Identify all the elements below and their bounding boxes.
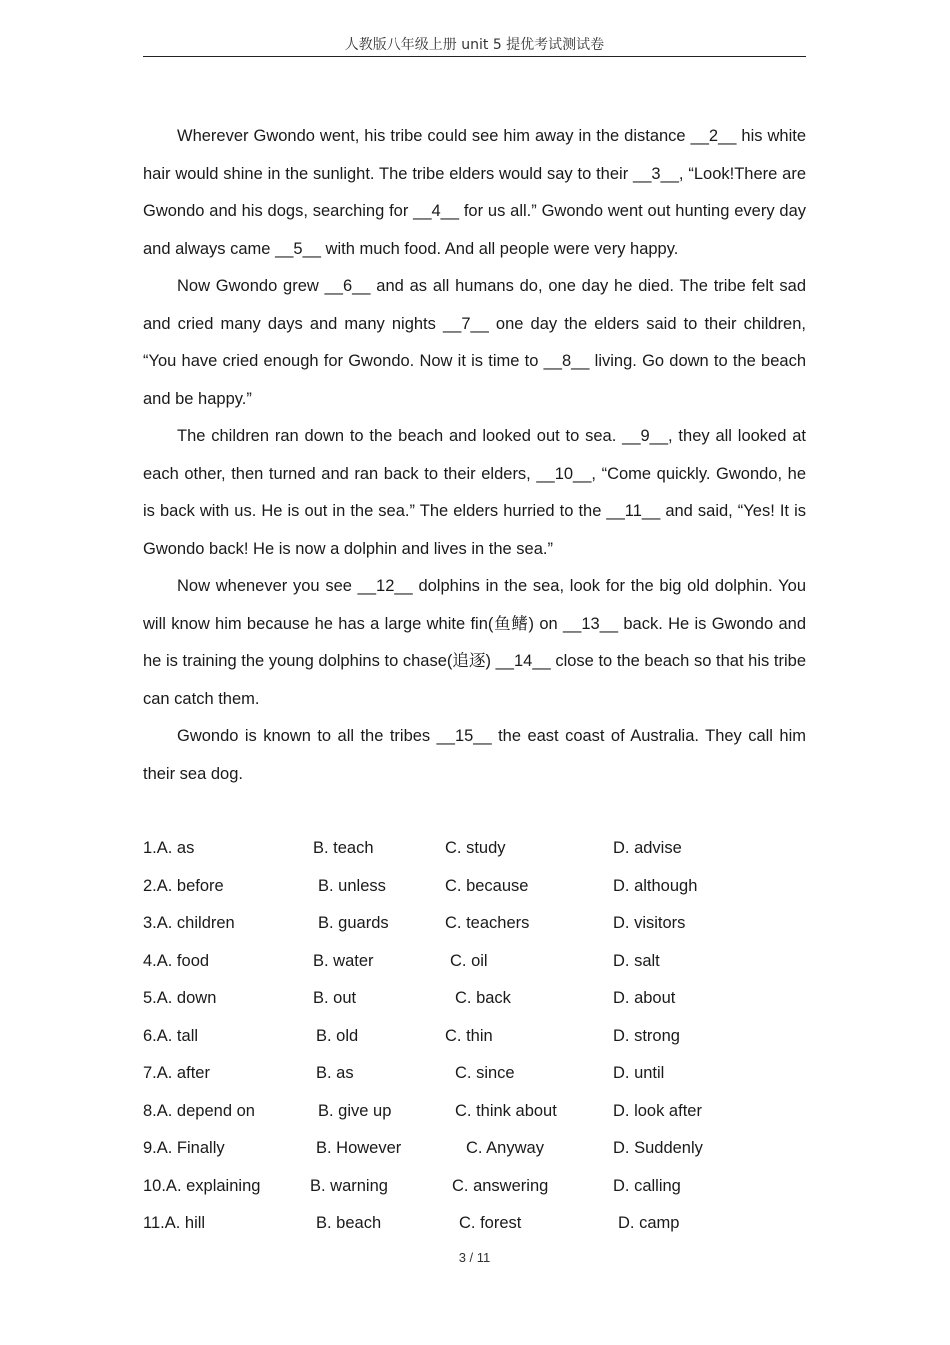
option-a: 6.A. tall	[143, 1026, 199, 1045]
option-c: C. since	[455, 1064, 515, 1082]
option-c: C. because	[445, 876, 529, 895]
passage-paragraph: Now Gwondo grew __6__ and as all humans do, one day he died. The tribe felt sad and cried many days and many nights __7__ one day the elders said to their children, “You have cried enough for Gwondo. Now it is time to __8__ living. Go down to the beach and be happy.”	[143, 277, 806, 408]
option-b: B. out	[313, 989, 357, 1007]
option-a: 2.A. before	[143, 876, 224, 895]
question-options-row	[143, 943, 806, 981]
header-divider	[143, 56, 806, 57]
option-c: C. teachers	[445, 914, 530, 932]
option-d: D. Suddenly	[613, 1139, 703, 1157]
question-options-row	[143, 1130, 806, 1168]
option-a: 1.A. as	[143, 839, 195, 857]
option-c: C. Anyway	[466, 1139, 544, 1157]
option-c: C. back	[455, 989, 511, 1007]
option-d: D. advise	[613, 839, 682, 857]
question-options-row	[143, 868, 806, 906]
option-c: C. think about	[455, 1101, 557, 1120]
option-a: 5.A. down	[143, 989, 217, 1007]
answer-options	[143, 830, 806, 1243]
option-a: 10.A. explaining	[143, 1176, 261, 1195]
option-d: D. visitors	[613, 914, 686, 932]
option-d: D. calling	[613, 1176, 681, 1195]
option-d: D. until	[613, 1064, 665, 1082]
option-b: B. as	[316, 1064, 354, 1082]
option-b: B. water	[313, 951, 374, 970]
reading-passage	[143, 118, 806, 793]
option-a: 8.A. depend on	[143, 1101, 255, 1120]
page-number: 3 / 11	[458, 1250, 491, 1265]
option-c: C. forest	[459, 1214, 522, 1232]
option-a: 3.A. children	[143, 914, 235, 932]
option-d: D. strong	[613, 1026, 680, 1045]
question-options-row	[143, 1205, 806, 1243]
question-options-row	[143, 980, 806, 1018]
passage-paragraph: Wherever Gwondo went, his tribe could see him away in the distance __2__ his white hair would shine in the sunlight. The tribe elders would say to their __3__, “Look!There are Gwondo and his dogs, searching for __4__ for us all.” Gwondo went out hunting every day and always came __5__ with much food. And all people were very happy.	[143, 127, 806, 258]
option-b: B. guards	[318, 914, 389, 932]
option-d: D. although	[613, 876, 698, 895]
question-options-row	[143, 1055, 806, 1093]
option-b: B. beach	[316, 1214, 382, 1232]
option-c: C. study	[445, 839, 506, 857]
option-b: B. teach	[313, 839, 374, 857]
question-options-row	[143, 1018, 806, 1056]
option-d: D. salt	[613, 951, 660, 970]
option-b: B. However	[316, 1139, 402, 1157]
question-options-row	[143, 905, 806, 943]
option-b: B. unless	[318, 876, 386, 895]
option-c: C. answering	[452, 1176, 549, 1195]
option-c: C. thin	[445, 1026, 493, 1045]
question-options-row	[143, 1093, 806, 1131]
option-b: B. old	[316, 1026, 359, 1045]
option-b: B. give up	[318, 1101, 392, 1120]
option-a: 9.A. Finally	[143, 1139, 225, 1157]
passage-paragraph: Now whenever you see __12__ dolphins in the sea, look for the big old dolphin. You will know him because he has a large white fin(鱼鳍) on __13__ back. He is Gwondo and he is training the young dolphins to chase(追逐) __14__ close to the beach so that his tribe can catch them.	[143, 577, 806, 708]
option-a: 11.A. hill	[143, 1214, 206, 1232]
option-d: D. about	[613, 989, 676, 1007]
page-header: 人教版八年级上册 unit 5 提优考试测试卷	[344, 37, 605, 53]
option-d: D. look after	[613, 1101, 702, 1120]
question-options-row	[143, 830, 806, 868]
option-b: B. warning	[310, 1176, 388, 1195]
option-c: C. oil	[450, 951, 488, 970]
option-a: 7.A. after	[143, 1064, 210, 1082]
passage-paragraph: The children ran down to the beach and looked out to sea. __9__, they all looked at each other, then turned and ran back to their elders, __10__, “Come quickly. Gwondo, he is back with us. He is out in the sea.” The elders hurried to the __11__ and said, “Yes! It is Gwondo back! He is now a dolphin and lives in the sea.”	[143, 427, 806, 558]
passage-paragraph: Gwondo is known to all the tribes __15__ the east coast of Australia. They call him their sea dog.	[143, 727, 806, 783]
option-d: D. camp	[618, 1214, 680, 1232]
option-a: 4.A. food	[143, 951, 210, 970]
question-options-row	[143, 1168, 806, 1206]
